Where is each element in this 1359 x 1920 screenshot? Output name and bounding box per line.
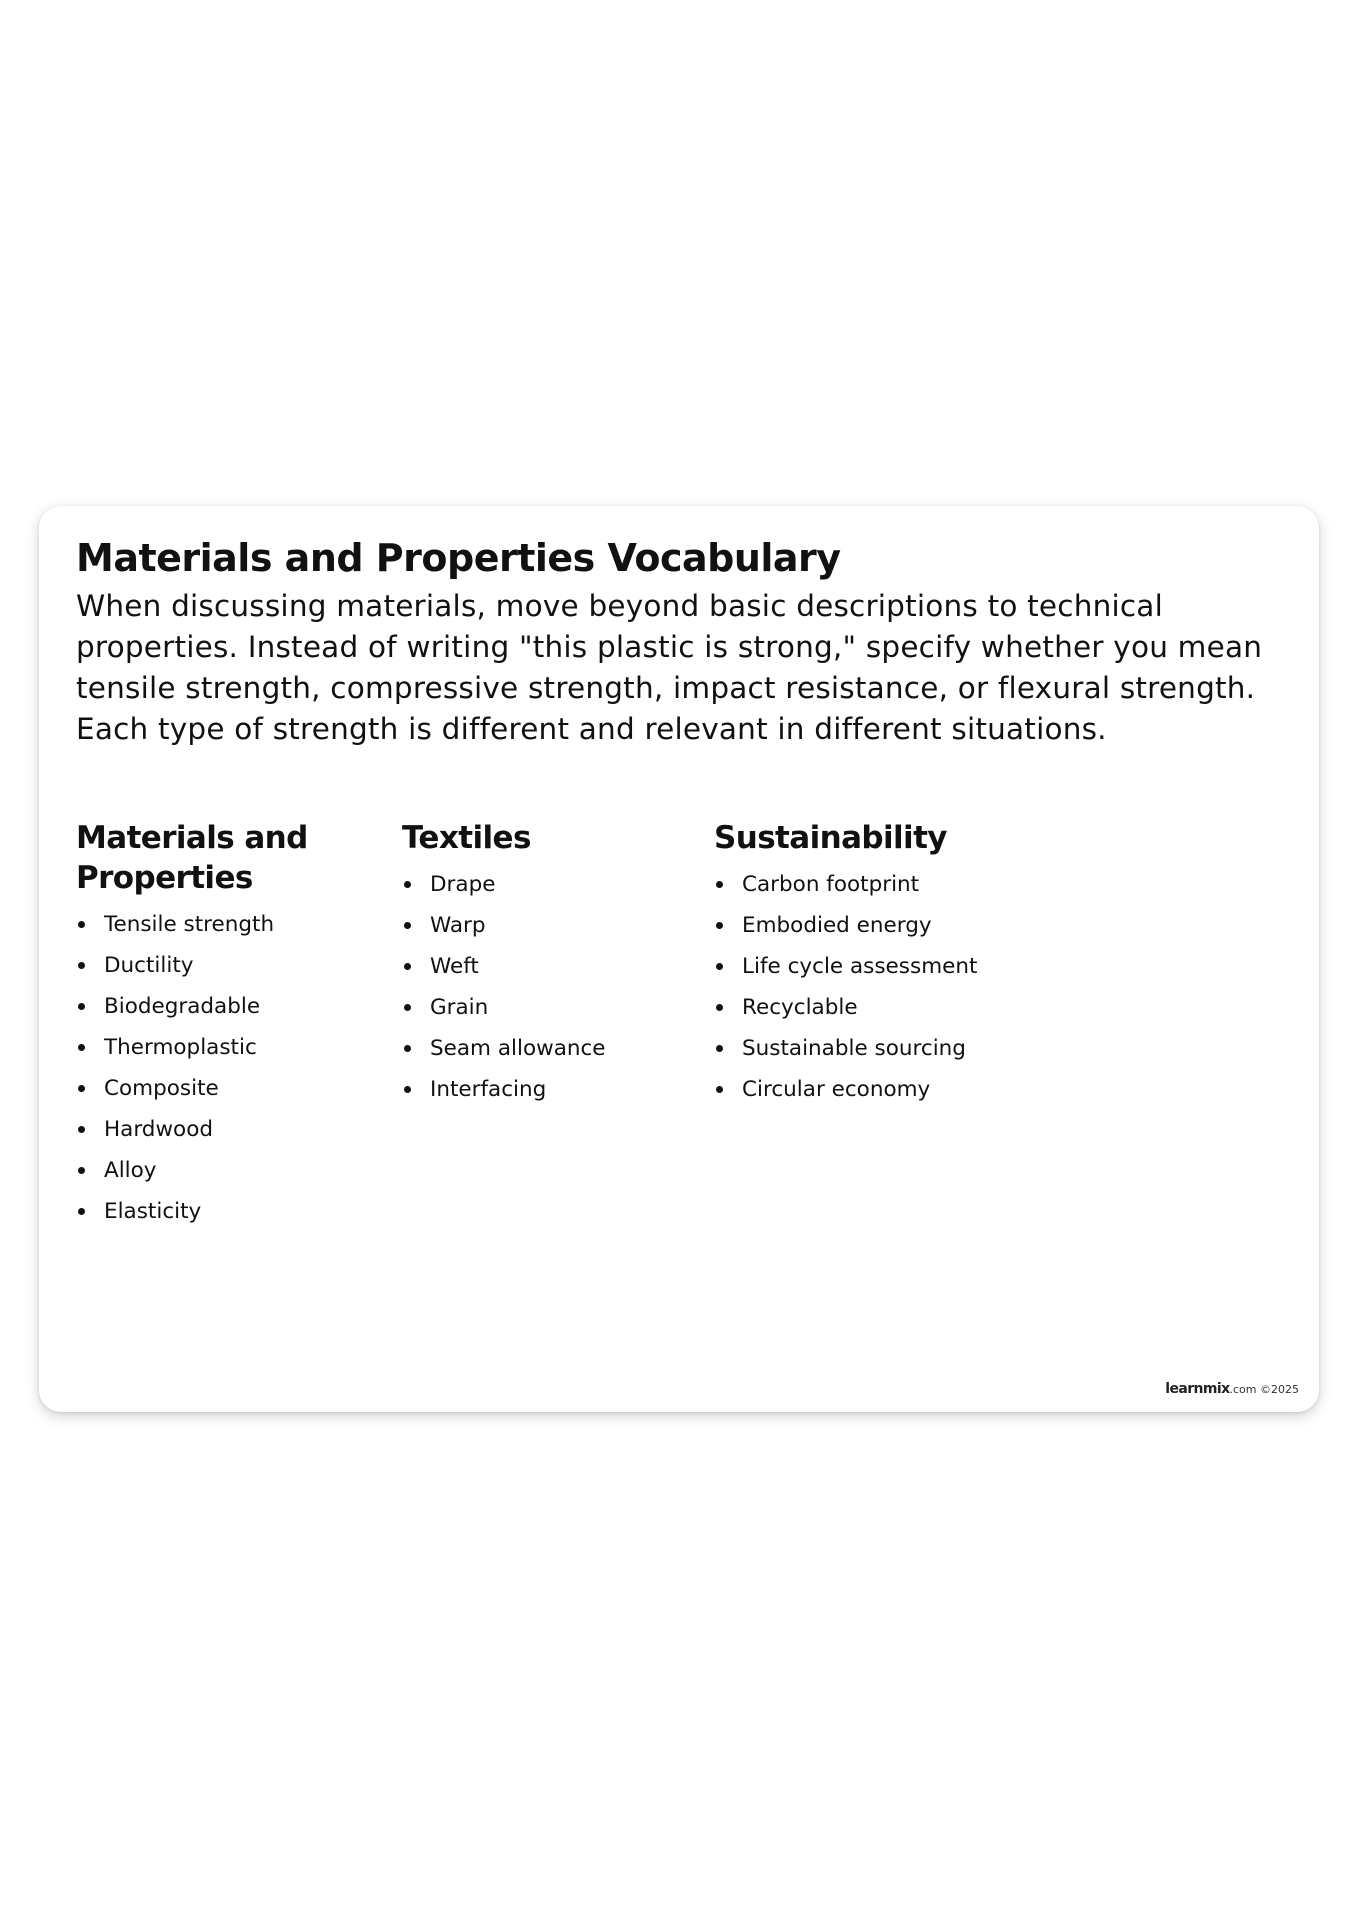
column-sustainability bbox=[714, 818, 1054, 1110]
bullet-icon bbox=[716, 922, 723, 929]
bullet-icon bbox=[78, 1085, 85, 1092]
list-item-text: Interfacing bbox=[430, 1077, 547, 1102]
bullet-icon bbox=[404, 881, 411, 888]
list-item bbox=[76, 904, 366, 945]
column-heading: Textiles bbox=[402, 820, 531, 856]
list-item-text: Drape bbox=[430, 872, 496, 897]
list-item bbox=[76, 1109, 366, 1150]
list-item bbox=[714, 864, 1054, 905]
bullet-icon bbox=[78, 1126, 85, 1133]
bullet-icon bbox=[78, 1167, 85, 1174]
list-item bbox=[714, 987, 1054, 1028]
list-item bbox=[76, 1068, 366, 1109]
list-item-text: Ductility bbox=[104, 953, 194, 978]
copyright-text: .com ©2025 bbox=[1229, 1383, 1299, 1396]
list-item-text: Weft bbox=[430, 954, 479, 979]
copyright-footer bbox=[1165, 1381, 1299, 1397]
bullet-icon bbox=[716, 881, 723, 888]
list-item bbox=[714, 1028, 1054, 1069]
column-textiles bbox=[402, 818, 702, 1110]
list-item-text: Life cycle assessment bbox=[742, 954, 978, 979]
list-item-text: Grain bbox=[430, 995, 489, 1020]
list-item bbox=[402, 1028, 702, 1069]
list-item bbox=[402, 905, 702, 946]
list-item bbox=[402, 987, 702, 1028]
bullet-icon bbox=[404, 1004, 411, 1011]
vocabulary-list bbox=[714, 864, 1054, 1110]
bullet-icon bbox=[78, 1003, 85, 1010]
list-item-text: Carbon footprint bbox=[742, 872, 920, 897]
list-item bbox=[402, 946, 702, 987]
list-item bbox=[76, 1027, 366, 1068]
vocabulary-list bbox=[402, 864, 702, 1110]
bullet-icon bbox=[78, 1044, 85, 1051]
brand-logo-text: learnmix bbox=[1165, 1381, 1230, 1397]
list-item-text: Hardwood bbox=[104, 1117, 213, 1142]
column-heading: Sustainability bbox=[714, 820, 947, 856]
bullet-icon bbox=[78, 921, 85, 928]
list-item bbox=[714, 946, 1054, 987]
list-item bbox=[76, 945, 366, 986]
bullet-icon bbox=[78, 1208, 85, 1215]
card-intro: When discussing materials, move beyond basic descriptions to technical properties. Instead of writing "this plastic is strong," specify whether you mean tensile strength, compressive strength, impact resistance, or flexural strength. Each type of strength is different and relevant in different situations. bbox=[76, 589, 1263, 746]
list-item bbox=[76, 1150, 366, 1191]
column-heading: Materials and Properties bbox=[76, 820, 308, 896]
list-item bbox=[714, 1069, 1054, 1110]
list-item-text: Recyclable bbox=[742, 995, 858, 1020]
list-item-text: Elasticity bbox=[104, 1199, 202, 1224]
card-title: Materials and Properties Vocabulary bbox=[76, 536, 841, 580]
list-item bbox=[76, 986, 366, 1027]
list-item-text: Thermoplastic bbox=[104, 1035, 257, 1060]
bullet-icon bbox=[78, 962, 85, 969]
list-item-text: Embodied energy bbox=[742, 913, 932, 938]
list-item-text: Alloy bbox=[104, 1158, 157, 1183]
bullet-icon bbox=[716, 1004, 723, 1011]
bullet-icon bbox=[404, 963, 411, 970]
list-item-text: Sustainable sourcing bbox=[742, 1036, 966, 1061]
list-item-text: Circular economy bbox=[742, 1077, 931, 1102]
list-item bbox=[76, 1191, 366, 1232]
list-item-text: Composite bbox=[104, 1076, 219, 1101]
bullet-icon bbox=[404, 1045, 411, 1052]
list-item-text: Biodegradable bbox=[104, 994, 261, 1019]
list-item bbox=[402, 864, 702, 905]
bullet-icon bbox=[716, 1045, 723, 1052]
list-item-text: Tensile strength bbox=[104, 912, 275, 937]
bullet-icon bbox=[716, 1086, 723, 1093]
list-item-text: Seam allowance bbox=[430, 1036, 606, 1061]
list-item bbox=[402, 1069, 702, 1110]
vocabulary-card bbox=[39, 506, 1319, 1412]
bullet-icon bbox=[404, 1086, 411, 1093]
list-item bbox=[714, 905, 1054, 946]
vocabulary-list bbox=[76, 904, 366, 1232]
list-item-text: Warp bbox=[430, 913, 486, 938]
bullet-icon bbox=[404, 922, 411, 929]
column-materials-and-properties bbox=[76, 818, 366, 1232]
bullet-icon bbox=[716, 963, 723, 970]
